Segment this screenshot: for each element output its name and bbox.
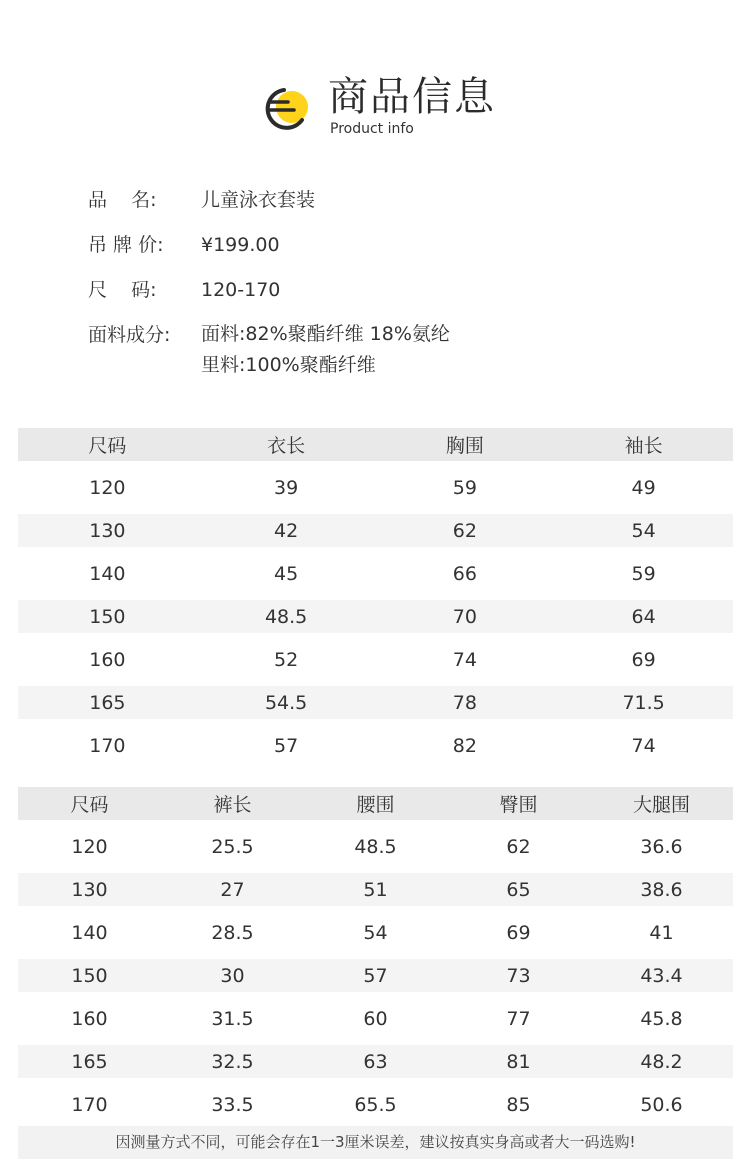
- table-row: [18, 514, 733, 547]
- info-label: 品 名:: [88, 189, 157, 211]
- table-cell: 78: [452, 691, 477, 714]
- table-cell: 77: [506, 1007, 531, 1030]
- table-row: [18, 471, 733, 504]
- table-cell: 45: [274, 562, 299, 585]
- table-row: [18, 916, 733, 949]
- header-cell: 衣长: [267, 435, 306, 457]
- table-row: [18, 873, 733, 906]
- table-cell: 85: [506, 1093, 531, 1116]
- table-cell: 170: [89, 734, 126, 757]
- info-value: 120-170: [201, 279, 281, 301]
- table-cell: 64: [631, 605, 656, 628]
- table-cell: 62: [506, 835, 531, 858]
- table-cell: 170: [71, 1093, 108, 1116]
- page-title: 商品信息: [328, 74, 496, 120]
- table-cell: 70: [452, 605, 477, 628]
- table-cell: 130: [89, 519, 126, 542]
- table-cell: 25.5: [211, 835, 254, 858]
- section-header: [0, 70, 750, 150]
- table-row: [18, 1045, 733, 1078]
- table-cell: 74: [452, 648, 477, 671]
- table-row: [18, 686, 733, 719]
- table-cell: 165: [71, 1050, 108, 1073]
- table-cell: 120: [89, 476, 126, 499]
- table-cell: 59: [631, 562, 656, 585]
- table-cell: 69: [506, 921, 531, 944]
- header-cell: 臀围: [499, 794, 538, 816]
- table-cell: 150: [71, 964, 108, 987]
- table-row: [18, 600, 733, 633]
- page-subtitle: Product info: [330, 121, 414, 137]
- table-cell: 49: [631, 476, 656, 499]
- table-cell: 45.8: [640, 1007, 683, 1030]
- table-cell: 57: [363, 964, 388, 987]
- table-cell: 42: [274, 519, 299, 542]
- table-cell: 160: [89, 648, 126, 671]
- table-header-row: [18, 787, 733, 820]
- info-label: 尺 码:: [88, 279, 157, 301]
- info-value: ¥199.00: [201, 234, 280, 256]
- table-cell: 54.5: [264, 691, 308, 714]
- table-row: [18, 959, 733, 992]
- table-cell: 27: [220, 878, 245, 901]
- header-cell: 尺码: [88, 435, 127, 457]
- table-cell: 38.6: [640, 878, 683, 901]
- table-cell: 65.5: [354, 1093, 397, 1116]
- table-cell: 48.5: [264, 605, 308, 628]
- table-cell: 63: [363, 1050, 388, 1073]
- table-cell: 130: [71, 878, 108, 901]
- header-cell: 袖长: [624, 435, 663, 457]
- info-row-name: [88, 182, 708, 227]
- info-row-material: [88, 317, 708, 387]
- table-cell: 31.5: [211, 1007, 254, 1030]
- table-cell: 48.5: [354, 835, 397, 858]
- table-cell: 33.5: [211, 1093, 254, 1116]
- table-cell: 82: [452, 734, 477, 757]
- info-row-size: [88, 272, 708, 317]
- table-cell: 43.4: [640, 964, 683, 987]
- table-cell: 54: [363, 921, 388, 944]
- table-cell: 160: [71, 1007, 108, 1030]
- table-cell: 65: [506, 878, 531, 901]
- top-size-table: [18, 428, 733, 762]
- material-lining: 里料:100%聚酯纤维: [201, 354, 376, 376]
- table-row: [18, 1002, 733, 1035]
- material-outer: 面料:82%聚酯纤维 18%氨纶: [201, 323, 450, 345]
- table-cell: 150: [89, 605, 126, 628]
- table-cell: 48.2: [640, 1050, 683, 1073]
- table-cell: 32.5: [211, 1050, 254, 1073]
- header-cell: 尺码: [70, 794, 109, 816]
- table-row: [18, 729, 733, 762]
- table-row: [18, 1088, 733, 1121]
- table-cell: 81: [506, 1050, 531, 1073]
- bottom-size-table: [18, 787, 733, 1121]
- header-cell: 胸围: [445, 435, 484, 457]
- table-cell: 36.6: [640, 835, 683, 858]
- table-cell: 52: [274, 648, 299, 671]
- info-value: [201, 319, 450, 381]
- table-cell: 54: [631, 519, 656, 542]
- table-cell: 66: [452, 562, 477, 585]
- header-cell: 大腿围: [632, 794, 690, 816]
- table-cell: 50.6: [640, 1093, 683, 1116]
- table-cell: 69: [631, 648, 656, 671]
- document-lines-icon: [262, 84, 314, 130]
- info-label: 面料成分:: [88, 324, 171, 346]
- table-cell: 51: [363, 878, 388, 901]
- table-cell: 74: [631, 734, 656, 757]
- info-label: 吊 牌 价:: [88, 234, 164, 256]
- table-cell: 73: [506, 964, 531, 987]
- info-value: 儿童泳衣套装: [201, 189, 316, 211]
- table-cell: 140: [89, 562, 126, 585]
- table-cell: 140: [71, 921, 108, 944]
- product-info-list: [88, 182, 708, 387]
- table-cell: 59: [452, 476, 477, 499]
- table-cell: 28.5: [211, 921, 254, 944]
- table-cell: 57: [274, 734, 299, 757]
- header-cell: 腰围: [356, 794, 395, 816]
- table-cell: 71.5: [622, 691, 665, 714]
- table-header-row: [18, 428, 733, 461]
- table-row: [18, 830, 733, 863]
- table-cell: 120: [71, 835, 108, 858]
- table-cell: 62: [452, 519, 477, 542]
- info-row-price: [88, 227, 708, 272]
- measurement-note: 因测量方式不同，可能会存在1一3厘米误差，建议按真实身高或者大一码选购!: [18, 1126, 733, 1159]
- table-cell: 41: [649, 921, 674, 944]
- table-cell: 30: [220, 964, 245, 987]
- table-cell: 60: [363, 1007, 388, 1030]
- table-cell: 165: [89, 691, 126, 714]
- table-row: [18, 557, 733, 590]
- table-cell: 39: [274, 476, 299, 499]
- table-row: [18, 643, 733, 676]
- header-cell: 裤长: [213, 794, 252, 816]
